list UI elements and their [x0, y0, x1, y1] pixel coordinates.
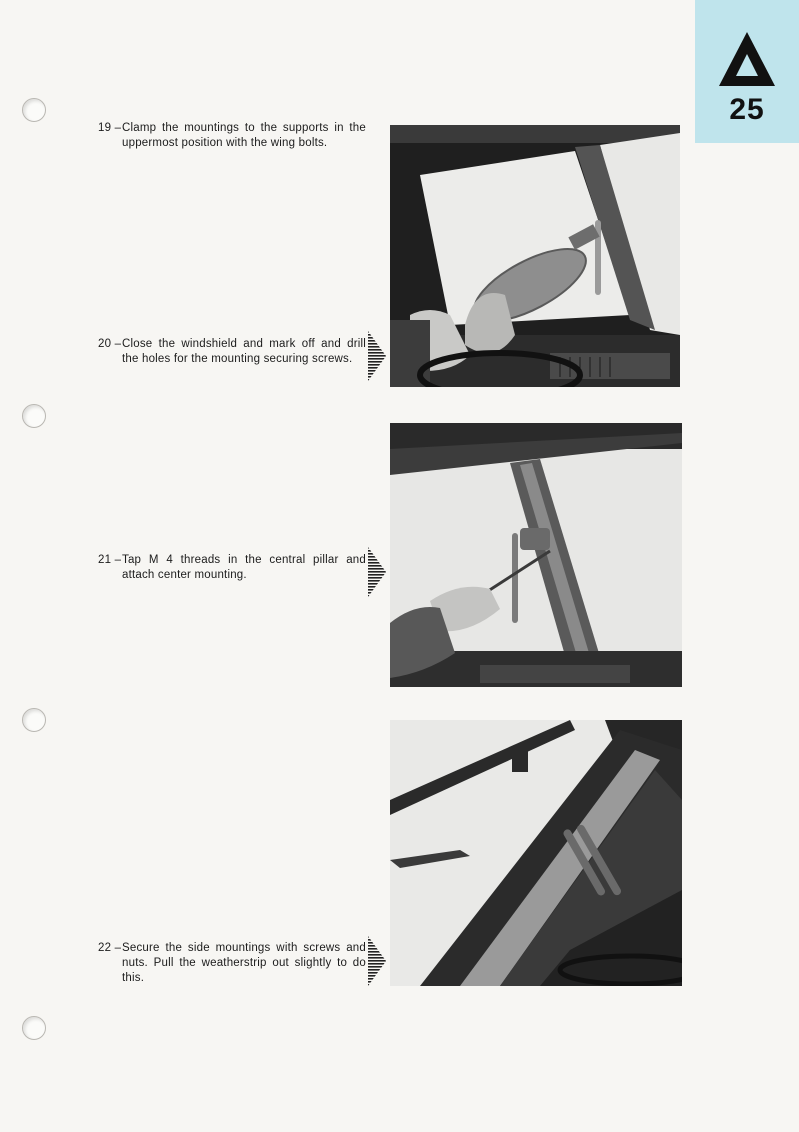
step-number: 20 – [98, 338, 122, 350]
section-letter [695, 28, 799, 88]
punch-hole [22, 1016, 46, 1040]
page-number: 25 [729, 93, 765, 126]
photo-tapping-central-pillar [390, 423, 682, 687]
punch-hole [22, 404, 46, 428]
step-number: 22 – [98, 942, 122, 954]
step-text: Close the windshield and mark off and drill the holes for the mounting securing screws. [122, 338, 366, 365]
step-22 [98, 941, 366, 986]
pointer-arrow-icon [368, 547, 386, 597]
pointer-arrow-icon [368, 331, 386, 381]
pointer-arrow-icon [368, 936, 386, 986]
step-21 [98, 553, 366, 583]
step-text: Secure the side mountings with screws and nuts. Pull the weatherstrip out slightly to do this. [122, 942, 366, 984]
step-19 [98, 121, 366, 151]
punch-hole [22, 98, 46, 122]
section-tab [695, 0, 799, 143]
step-text: Tap M 4 threads in the central pillar and attach center mounting. [122, 554, 366, 581]
step-number: 19 – [98, 122, 122, 134]
punch-hole [22, 708, 46, 732]
section-letter-glyph [717, 30, 777, 88]
step-number: 21 – [98, 554, 122, 566]
step-20 [98, 337, 366, 367]
step-text: Clamp the mountings to the supports in the uppermost position with the wing bolts. [122, 122, 366, 149]
photo-side-mountings [390, 720, 682, 986]
photo-drilling-windshield [390, 125, 680, 387]
